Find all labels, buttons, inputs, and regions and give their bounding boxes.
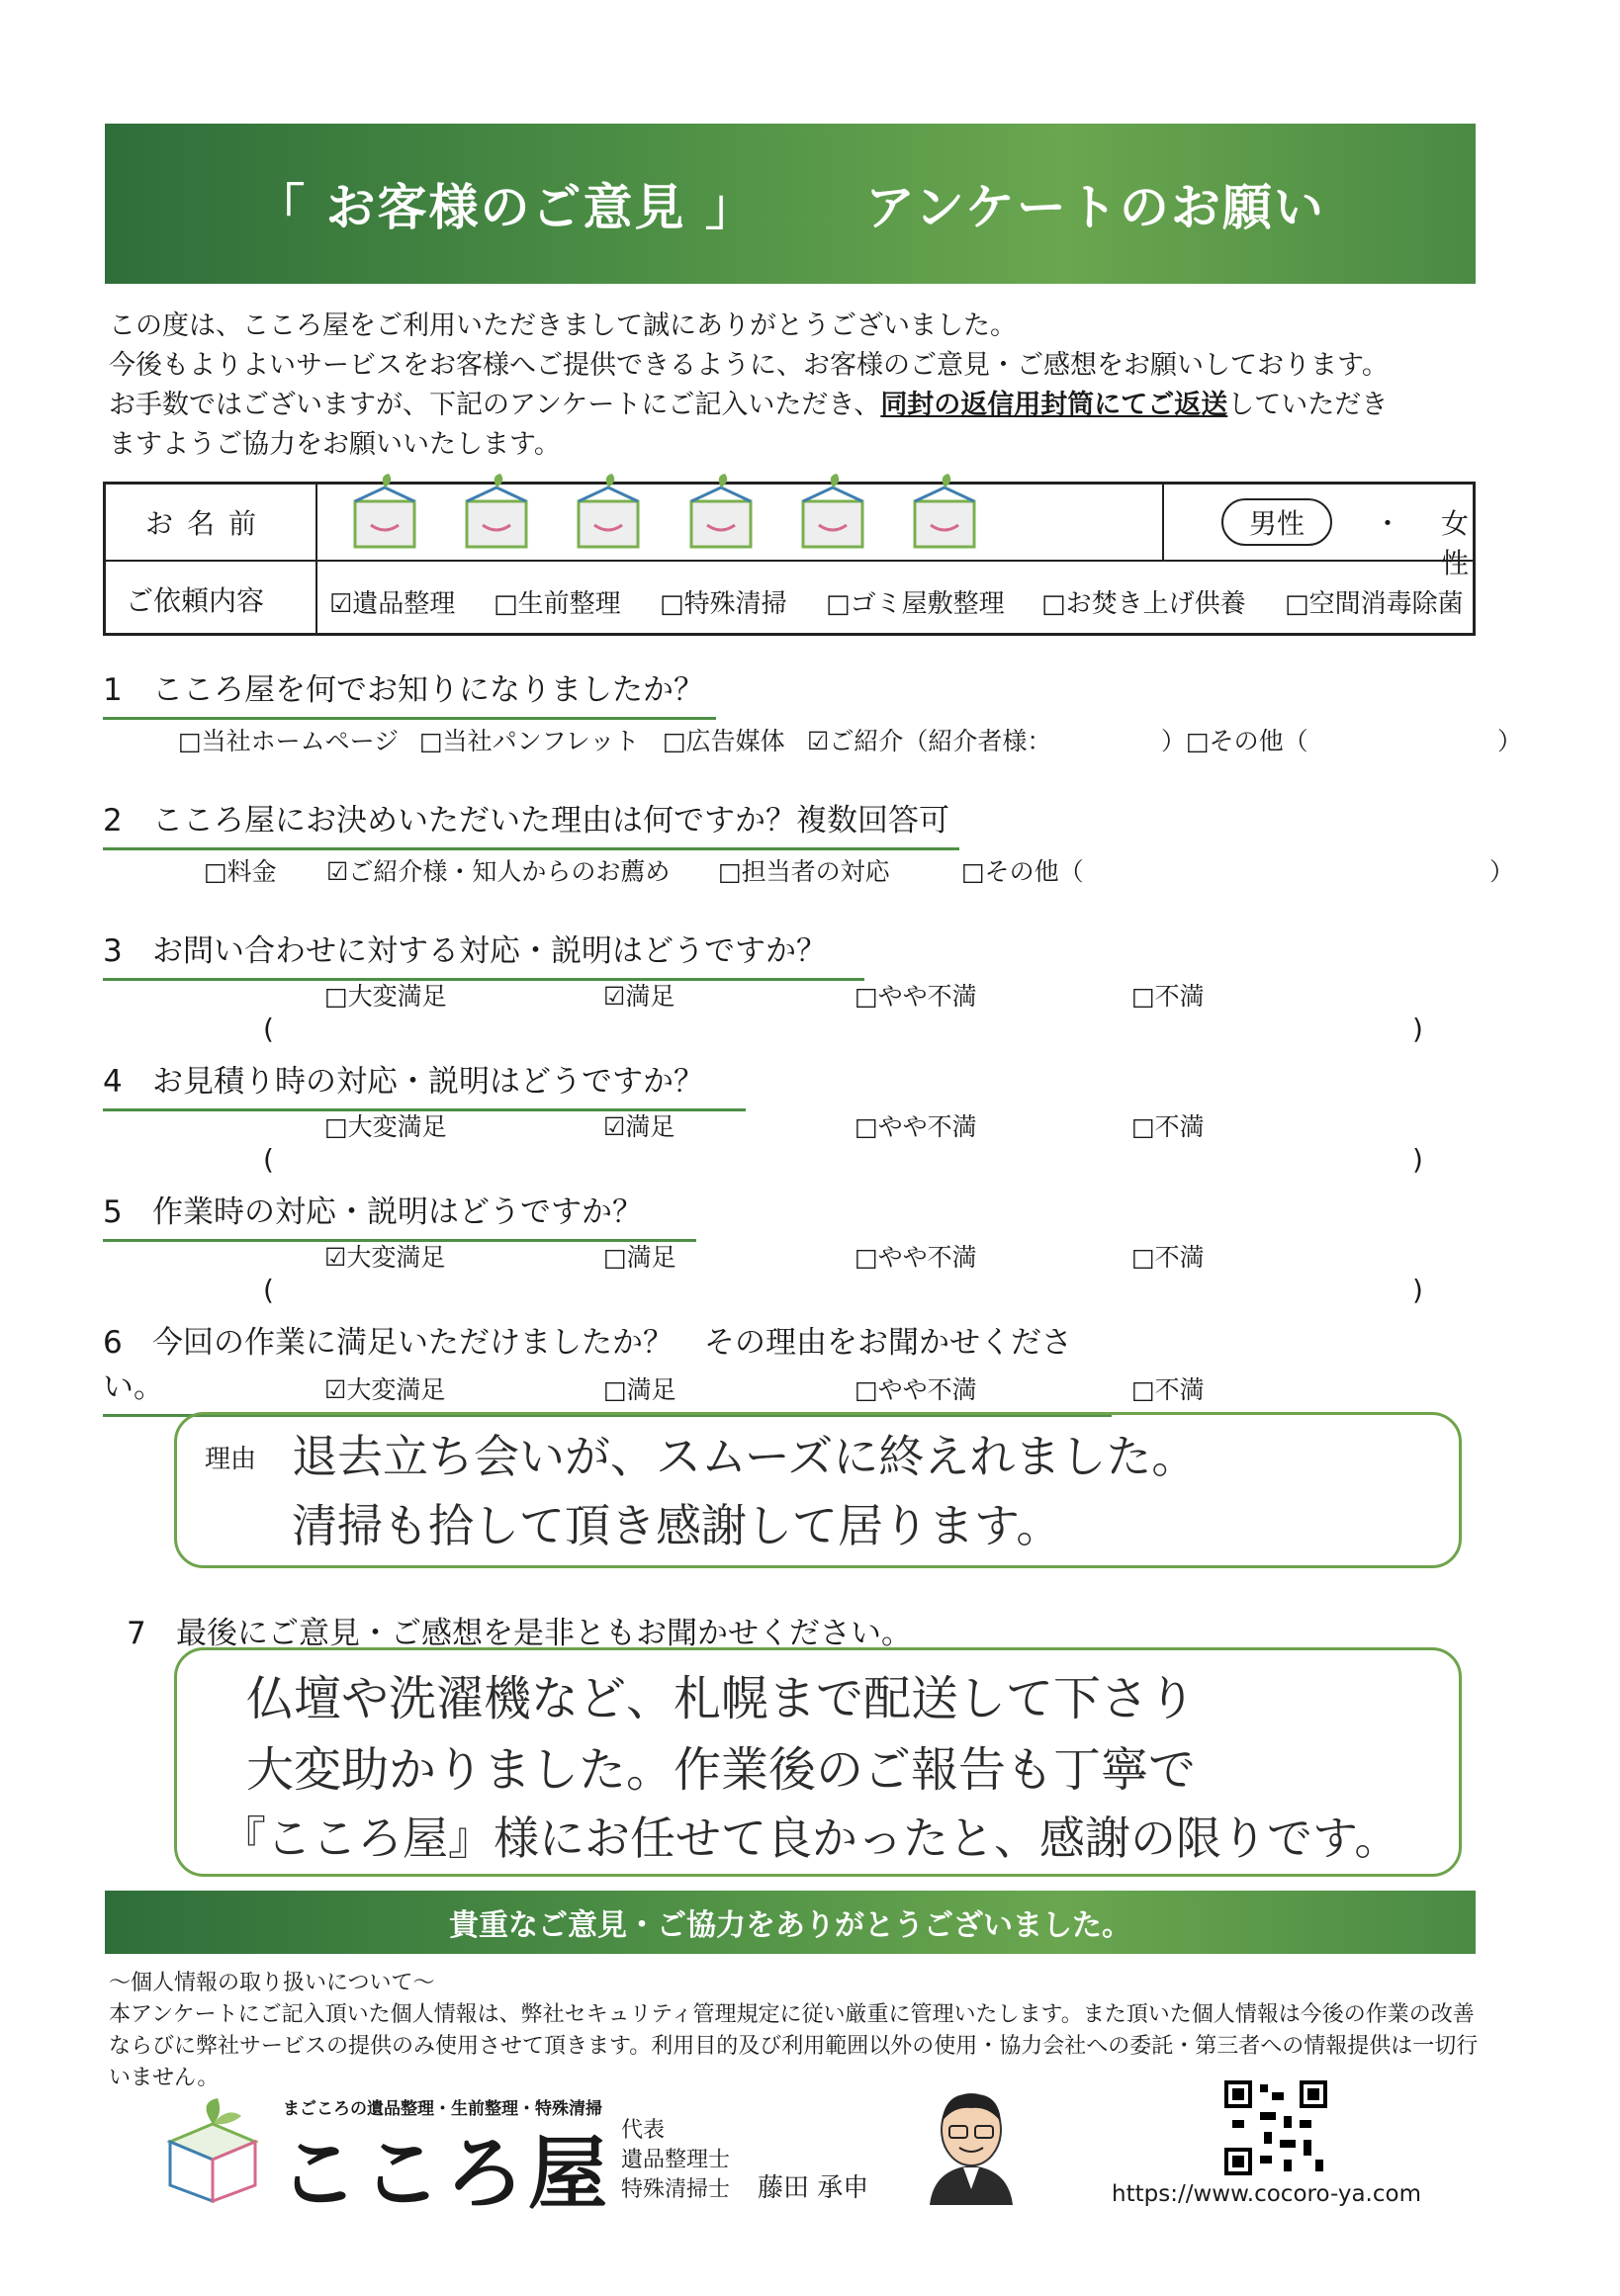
cube-mascot-icon (341, 472, 430, 553)
intro-line: 今後もよりよいサービスをお客様へご提供できるように、お客様のご意見・ご感想をお願いしております。 (109, 350, 1389, 381)
q6-option[interactable]: □満足 (603, 1375, 676, 1404)
q2-option[interactable]: □その他（ (961, 857, 1084, 886)
q6-reason-line: 退去立ち会いが、スムーズに終えれました。 (292, 1430, 1198, 1483)
cube-mascot-icon (901, 472, 990, 553)
representative-portrait-icon (920, 2086, 1023, 2205)
q2-option[interactable]: □担当者の対応 (718, 857, 890, 886)
q1-option[interactable]: □広告媒体 (663, 727, 785, 755)
q4-comment-open: ( (263, 1143, 274, 1176)
header-title-right: アンケートのお願い (864, 179, 1325, 236)
customer-info-table (103, 482, 1476, 636)
q7-comment-line: 『こころ屋』様にお任せて良かったと、感謝の限りです。 (221, 1811, 1400, 1865)
representative-name: 藤田 承申 (758, 2173, 869, 2203)
intro-text (109, 307, 1493, 465)
q5-comment-open: ( (263, 1274, 274, 1306)
request-option[interactable]: ☑遺品整理 (329, 589, 456, 619)
question-3-options (324, 977, 1215, 1013)
privacy-title: 〜個人情報の取り扱いについて〜 (109, 1971, 435, 1995)
q2-option[interactable]: ☑ご紹介様・知人からのお薦め (326, 857, 671, 886)
q5-comment-close: ) (1412, 1274, 1423, 1306)
rep-role: 特殊清掃士 (621, 2177, 731, 2202)
q5-option[interactable]: ☑大変満足 (324, 1243, 446, 1272)
intro-line: この度は、こころ屋をご利用いただきまして誠にありがとうございました。 (109, 310, 1017, 341)
question-1-options (178, 722, 1523, 757)
q5-option[interactable]: □満足 (603, 1243, 676, 1272)
q2-paren-close: ） (1489, 857, 1515, 886)
q5-option[interactable]: □不満 (1131, 1243, 1205, 1272)
gender-female[interactable]: 女性 (1441, 507, 1470, 579)
q7-comment-box[interactable] (174, 1647, 1462, 1877)
q6-option[interactable]: □不満 (1131, 1375, 1205, 1404)
q1-paren-close: ） (1497, 727, 1523, 755)
q4-option[interactable]: □不満 (1131, 1112, 1205, 1141)
intro-line: お手数ではございますが、下記のアンケートにご記入いただき、同封の返信用封筒にてご返送していただき (109, 390, 1389, 420)
question-2-options (204, 852, 1519, 888)
brand-name: こころ屋 (279, 2128, 611, 2220)
return-envelope-note: 同封の返信用封筒にてご返送 (880, 390, 1228, 420)
intro-line: ますようご協力をお願いいたします。 (109, 429, 561, 460)
qr-code-icon (1224, 2080, 1327, 2175)
privacy-line: 本アンケートにご記入頂いた個人情報は、弊社セキュリティ管理規定に従い厳重に管理いたします。また頂いた個人情報は今後の作業の改善 (109, 2002, 1475, 2027)
question-6-options (324, 1370, 1215, 1406)
privacy-notice (109, 1968, 1493, 2094)
cube-mascot-icon (565, 472, 654, 553)
q2-option[interactable]: □料金 (204, 857, 277, 886)
question-7-title: 7 最後にご意見・ご感想を是非ともお聞かせください。 (127, 1616, 912, 1651)
cube-mascot-icon (789, 472, 878, 553)
q4-option[interactable]: □やや不満 (855, 1112, 977, 1141)
cube-mascot-icon (677, 472, 766, 553)
question-1-title: 1 こころ屋を何でお知りになりましたか？ (103, 664, 716, 720)
q4-option[interactable]: □大変満足 (324, 1112, 447, 1141)
q3-option[interactable]: ☑満足 (603, 982, 675, 1011)
q1-option[interactable]: ）□その他（ (1161, 727, 1308, 755)
q4-comment-close: ) (1412, 1143, 1423, 1176)
representative-titles (621, 2116, 730, 2205)
request-label: ご依頼内容 (126, 584, 265, 617)
q3-option[interactable]: □やや不満 (855, 982, 977, 1011)
question-3-title: 3 お問い合わせに対する対応・説明はどうですか？ (103, 926, 864, 981)
q6-reason-box[interactable] (174, 1412, 1462, 1568)
request-option[interactable]: □ゴミ屋敷整理 (826, 589, 1005, 619)
q6-reason-line: 清掃も拾して頂き感謝して居ります。 (292, 1499, 1062, 1552)
request-option[interactable]: □特殊清掃 (660, 589, 787, 619)
header-banner (105, 124, 1476, 284)
request-option[interactable]: □お焚き上げ供養 (1041, 589, 1246, 619)
q1-option[interactable]: □当社ホームページ (178, 727, 400, 755)
q7-comment-line: 大変助かりました。作業後のご報告も丁寧で (246, 1742, 1197, 1798)
q4-option[interactable]: ☑満足 (603, 1112, 675, 1141)
q7-comment-line: 仏壇や洗濯機など、札幌まで配送して下さり (246, 1671, 1197, 1726)
question-2-title: 2 こころ屋にお決めいただいた理由は何ですか？複数回答可 (103, 795, 959, 850)
gender-male-circled[interactable]: 男性 (1221, 498, 1332, 546)
q3-comment-open: ( (263, 1013, 274, 1045)
privacy-line: ならびに弊社サービスの提供のみ使用させて頂きます。利用目的及び利用範囲以外の使用・協力会社への委託・第三者への情報提供は一切行いません。 (109, 2034, 1479, 2090)
question-4-options (324, 1107, 1215, 1143)
request-option[interactable]: □生前整理 (494, 589, 621, 619)
name-stamp-row (329, 465, 1002, 560)
q5-option[interactable]: □やや不満 (855, 1243, 977, 1272)
q3-comment-close: ) (1412, 1013, 1423, 1045)
q6-option[interactable]: □やや不満 (855, 1375, 977, 1404)
gender-separator: ・ (1374, 507, 1402, 540)
q1-option[interactable]: ☑ご紹介（紹介者様： (807, 727, 1052, 755)
brand-logo-icon (158, 2094, 267, 2203)
request-option[interactable]: □空間消毒除菌 (1285, 589, 1464, 619)
website-url[interactable]: https://www.cocoro-ya.com (1112, 2181, 1421, 2207)
q3-option[interactable]: □大変満足 (324, 982, 447, 1011)
brand-tagline: まごころの遺品整理・生前整理・特殊清掃 (283, 2099, 602, 2119)
question-4-title: 4 お見積り時の対応・説明はどうですか？ (103, 1056, 746, 1111)
thanks-banner: 貴重なご意見・ご協力をありがとうございました。 (105, 1891, 1476, 1954)
q3-option[interactable]: □不満 (1131, 982, 1205, 1011)
name-label: お名前 (145, 507, 271, 540)
q6-option[interactable]: ☑大変満足 (324, 1375, 446, 1404)
header-title-left: 「 お客様のご意見 」 (255, 179, 757, 236)
q6-reason-label: 理由 (205, 1445, 257, 1474)
cube-mascot-icon (453, 472, 542, 553)
question-5-title: 5 作業時の対応・説明はどうですか？ (103, 1187, 696, 1242)
question-5-options (324, 1238, 1215, 1274)
question-6-title: 6 今回の作業に満足いただけましたか？ その理由をお聞かせください。 (103, 1317, 1112, 1417)
rep-title: 代表 (621, 2118, 666, 2143)
q1-option[interactable]: □当社パンフレット (419, 727, 640, 755)
rep-role: 遺品整理士 (621, 2148, 731, 2172)
